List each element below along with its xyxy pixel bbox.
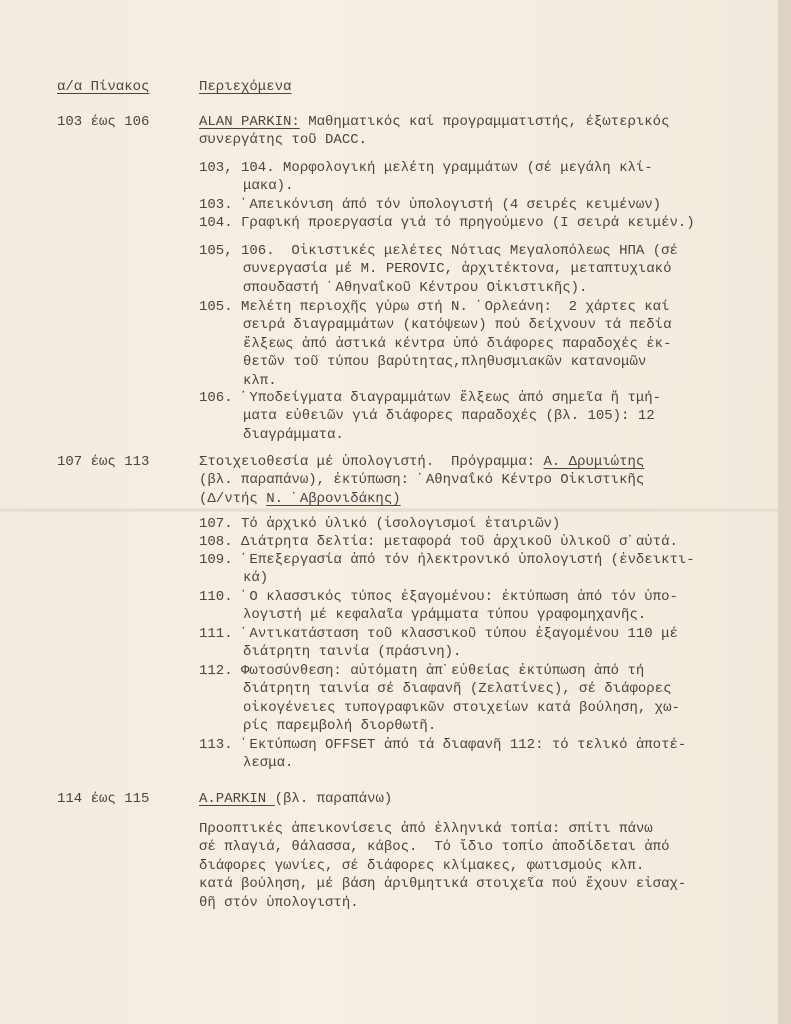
item-number: 104. (199, 215, 233, 231)
item-text: ᾽Επεξεργασία ἀπό τόν ἠλεκτρονικό ὑπολογιστή (ἐνδεικτι- (241, 552, 695, 568)
section-range: 103 έως 106 (57, 114, 150, 130)
underlined-name: Ν. ᾽Αβρονιδάκης) (266, 490, 401, 507)
item-number: 112. (199, 663, 233, 679)
item-number: 103. (199, 197, 233, 213)
intro-text: Μαθηματικός καί προγραμματιστής, έξωτερικός (299, 114, 670, 130)
item-text: ῾Ο κλασσικός τύπος ἐξαγομένου: ἐκτύπωση ἀπό τόν ὑπο- (241, 589, 678, 605)
list-item (199, 159, 759, 196)
item-text: λογιστή μέ κεφαλαῖα γράμματα τύπου γραφομηχανῆς. (243, 607, 647, 624)
item-line (199, 316, 759, 334)
item-text: ρίς παρεμβολή διορθωτῆ. (243, 718, 437, 735)
item-line (199, 606, 759, 624)
item-text: ματα εὐθειῶν γιά διάφορες παραδοχές (βλ. 105): 12 (243, 408, 655, 425)
intro-line (199, 131, 759, 149)
item-line (199, 196, 759, 214)
list-item (199, 214, 759, 232)
item-text: διάτρητη ταινία (πράσινη). (243, 644, 462, 661)
item-line (199, 242, 759, 260)
intro-line (199, 113, 759, 131)
list-item (199, 551, 759, 588)
item-line (199, 754, 759, 772)
list-item (199, 662, 759, 736)
list-item (199, 298, 759, 390)
item-text: κλπ. (243, 372, 277, 389)
list-item (199, 588, 759, 625)
item-number: 107. (199, 516, 233, 532)
item-number: 113. (199, 737, 233, 753)
column-header-table-number: α/α Πίνακος (57, 79, 150, 95)
intro-text: Στοιχειοθεσία μέ ὑπολογιστή. Πρόγραμμα: (199, 454, 544, 470)
item-number: 105, 106. (199, 243, 275, 259)
item-text: Φωτοσύνθεση: αὐτόματη ἀπ᾽εὐθείας ἐκτύπωση ἀπό τή (241, 663, 645, 679)
item-line (199, 625, 759, 643)
section-intro (199, 790, 759, 808)
section-intro (199, 113, 759, 150)
item-text: διάτρητη ταινία σέ διαφανῆ (Ζελατίνες), σέ διάφορες (243, 681, 672, 698)
item-line (199, 260, 759, 278)
item-line (199, 551, 759, 569)
paper-edge (778, 0, 791, 1024)
item-line (199, 389, 759, 407)
item-number: 103, 104. (199, 160, 275, 176)
item-text: ᾽Αντικατάσταση τοῦ κλασσικοῦ τύπου ἐξαγομένου 110 μέ (241, 626, 678, 642)
item-text: ῾Υποδείγματα διαγραμμάτων ἕλξεως ἀπό σημεῖα ἤ τμή- (241, 390, 662, 406)
item-text: οἰκογένειες τυπογραφικῶν στοιχείων κατά βούληση, χω- (243, 699, 680, 716)
intro-text: (Δ/ντής (199, 490, 267, 507)
paragraph-line: Προοπτικές ἀπεικονίσεις ἀπό ἑλληνικά τοπία: σπίτι πάνω (199, 821, 653, 837)
item-line (199, 515, 759, 533)
item-line (199, 372, 759, 390)
intro-line (199, 471, 759, 489)
item-text: ᾽Απεικόνιση άπό τόν ὑπολογιστή (4 σειρές κειμένων) (241, 197, 662, 213)
item-line (199, 533, 759, 551)
list-item (199, 389, 759, 444)
intro-line (199, 790, 759, 808)
underlined-name: Α. Δρυμιώτης (543, 454, 645, 470)
intro-text: (βλ. παραπάνω) (274, 791, 393, 807)
item-text: κά) (243, 570, 269, 587)
item-number: 109. (199, 552, 233, 568)
intro-line (199, 453, 759, 471)
list-item (199, 625, 759, 662)
section-intro (199, 453, 759, 508)
list-item (199, 196, 759, 214)
item-line (199, 426, 759, 444)
item-number: 110. (199, 589, 233, 605)
item-line (199, 736, 759, 754)
item-line (199, 680, 759, 698)
item-line (199, 699, 759, 717)
item-line (199, 214, 759, 232)
item-text: σπουδαστή ᾽Αθηναΐκοῦ Κέντρου Οἰκιστικῆς). (243, 279, 588, 296)
item-line (199, 298, 759, 316)
intro-line (199, 490, 759, 508)
section-range: 114 έως 115 (57, 791, 150, 807)
item-text: Οἰκιστικές μελέτες Νότιας Μεγαλοπόλεως ΗΠΑ (σέ (283, 243, 678, 259)
fold-line (0, 508, 778, 512)
item-number: 106. (199, 390, 233, 406)
list-item (199, 515, 759, 533)
item-text: μακα). (243, 178, 294, 195)
item-line (199, 407, 759, 425)
item-text: διαγράμματα. (243, 426, 344, 443)
intro-text: συνεργάτης τοῦ DACC. (199, 132, 368, 149)
item-text: Τό ἀρχικό ὑλικό (ἰσολογισμοί ἑταιριῶν) (241, 516, 561, 532)
item-line (199, 177, 759, 195)
item-text: Μελέτη περιοχῆς γύρω στή Ν. ᾽Ορλεάνη: 2 χάρτες καί (241, 299, 670, 315)
paragraph-line: σέ πλαγιά, θάλασσα, κάβος. Τό ἴδιο τοπίο ἀποδίδεται ἀπό (199, 839, 670, 856)
item-text: συνεργασία μέ M. PEROVIC, ἀρχιτέκτονα, μεταπτυχιακό (243, 261, 672, 278)
item-line (199, 643, 759, 661)
underlined-name: A.PARKIN (199, 791, 275, 807)
item-line (199, 662, 759, 680)
item-text: θετῶν τοῦ τύπου βαρύτητας,πληθυσμιακῶν κατανομῶν (243, 354, 647, 371)
item-line (199, 717, 759, 735)
item-text: ᾽Εκτύπωση OFFSET ἀπό τά διαφανῆ 112: τό τελικό ἀποτέ- (241, 737, 687, 753)
paragraph-line: θῆ στόν ὑπολογιστή. (199, 894, 359, 911)
item-line (199, 335, 759, 353)
item-line (199, 588, 759, 606)
item-text: Μορφολογική μελέτη γραμμάτων (σέ μεγάλη κλί- (283, 160, 653, 176)
item-number: 105. (199, 299, 233, 315)
item-text: Γραφική προεργασία γιά τό πρηγούμενο (Ι σειρά κειμέν.) (241, 215, 695, 231)
item-text: Διάτρητα δελτία: μεταφορά τοῦ ἀρχικοῦ ὑλικοῦ σ᾽αὐτά. (241, 534, 678, 550)
section-range: 107 έως 113 (57, 454, 150, 470)
section-paragraph (199, 820, 759, 912)
column-header-contents: Περιεχόμενα (199, 79, 292, 95)
list-item (199, 533, 759, 551)
item-line (199, 279, 759, 297)
item-line (199, 569, 759, 587)
paragraph-line: κατά βούληση, μέ βάση ἀριθμητικά στοιχεῖα πού ἔχουν εἰσαχ- (199, 876, 687, 893)
item-number: 108. (199, 534, 233, 550)
item-text: ἕλξεως ἀπό ἀστικά κέντρα ὑπό διάφορες παραδοχές ἐκ- (243, 335, 672, 352)
list-item (199, 736, 759, 773)
list-item (199, 242, 759, 297)
item-line (199, 159, 759, 177)
item-text: λεσμα. (243, 755, 294, 772)
item-number: 111. (199, 626, 233, 642)
paragraph-line: διάφορες γωνίες, σέ διάφορες κλίμακες, φωτισμούς κλπ. (199, 857, 645, 874)
intro-text: (βλ. παραπάνω), ἐκτύπωση: ᾽Αθηναΐκό Κέντρο Οἰκιστικῆς (199, 472, 645, 489)
item-text: σειρά διαγραμμάτων (κατόψεων) πού δείχνουν τά πεδία (243, 317, 672, 334)
item-line (199, 353, 759, 371)
underlined-name: ALAN PARKIN: (199, 114, 300, 130)
